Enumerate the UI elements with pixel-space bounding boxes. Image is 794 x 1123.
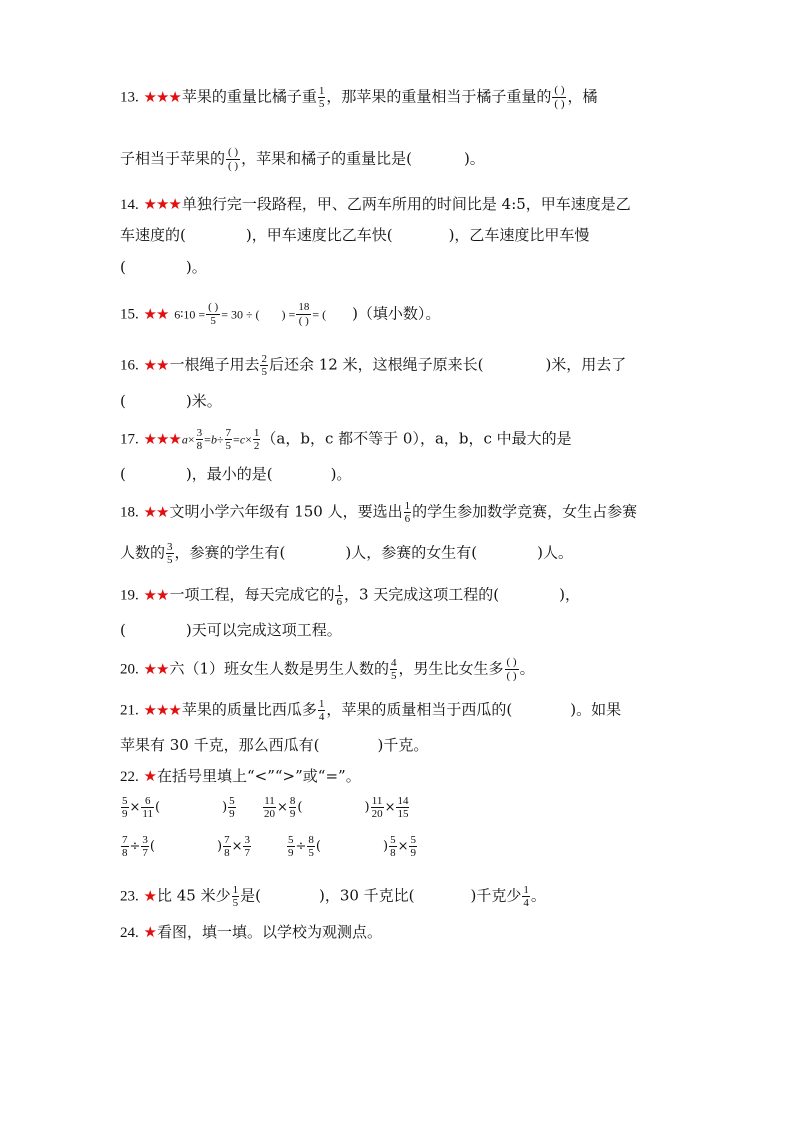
question-number: 18. bbox=[120, 504, 139, 521]
question-text: ，3 天完成这项工程的( bbox=[343, 585, 500, 604]
fraction: $\frac{1}{4}$ bbox=[523, 884, 529, 909]
question-text: 比 45 米少 bbox=[156, 886, 231, 905]
expression: = 30 ÷ ( bbox=[221, 307, 260, 322]
fraction: $\frac{1}{6}$ bbox=[404, 500, 411, 525]
difficulty-stars-icon: ★★★ bbox=[143, 87, 181, 106]
question-text: )，甲车速度比乙车快( bbox=[245, 226, 393, 244]
difficulty-stars-icon: ★★★ bbox=[143, 429, 181, 448]
question-18-line-1 bbox=[120, 500, 637, 525]
variable-b: b bbox=[210, 432, 217, 447]
difficulty-stars-icon: ★★ bbox=[143, 304, 169, 323]
question-text: )天可以完成这项工程。 bbox=[185, 621, 342, 639]
question-15-line-1 bbox=[120, 301, 440, 328]
question-23-line-1 bbox=[120, 884, 546, 909]
difficulty-stars-icon: ★ bbox=[143, 767, 156, 785]
question-text: 车速度的( bbox=[120, 226, 186, 244]
question-19-line-2 bbox=[120, 620, 342, 640]
operator: × bbox=[187, 432, 195, 447]
question-text: 。 bbox=[519, 659, 535, 678]
difficulty-stars-icon: ★ bbox=[143, 886, 156, 905]
expression: = ( bbox=[312, 307, 327, 322]
question-text: )。 bbox=[463, 149, 485, 168]
fraction: $\frac{4}{5}$ bbox=[390, 657, 397, 682]
fraction: $\frac{1}{5}$ bbox=[232, 884, 239, 909]
question-14-line-2 bbox=[120, 225, 589, 245]
variable-c: c bbox=[239, 432, 246, 447]
question-number: 17. bbox=[120, 431, 139, 448]
question-number: 15. bbox=[120, 306, 139, 323]
answer-blank-fraction[interactable]: ( ) ( ) bbox=[228, 146, 239, 172]
question-21-line-1 bbox=[120, 698, 621, 723]
question-14-line-3 bbox=[120, 257, 207, 277]
question-text: ( bbox=[120, 465, 126, 483]
question-21-line-2 bbox=[120, 735, 428, 755]
difficulty-stars-icon: ★★ bbox=[143, 355, 169, 374]
question-13-line-1 bbox=[120, 84, 598, 111]
question-13-line-2 bbox=[120, 146, 485, 173]
question-text: ( bbox=[120, 621, 126, 639]
question-number: 24. bbox=[120, 925, 139, 941]
operator: × bbox=[245, 432, 252, 447]
difficulty-stars-icon: ★★★ bbox=[143, 195, 181, 213]
question-text: ，男生比女生多 bbox=[398, 659, 504, 678]
question-text: )米。 bbox=[185, 392, 222, 410]
question-text: 的学生参加数学竞赛，女生占参赛 bbox=[412, 502, 638, 521]
question-text: 子相当于苹果的 bbox=[120, 149, 226, 168]
question-17-line-1 bbox=[120, 427, 572, 452]
question-number: 22. bbox=[120, 769, 139, 785]
question-text: 。 bbox=[530, 886, 546, 905]
question-text: ，那苹果的重量相当于橘子重量的 bbox=[326, 87, 552, 106]
variable-a: a bbox=[181, 432, 188, 447]
answer-blank-fraction[interactable]: ( ) ( ) bbox=[554, 84, 565, 110]
question-text: （a，b，c 都不等于 0），a，b，c 中最大的是 bbox=[261, 429, 572, 448]
question-text: )人，参赛的女生有( bbox=[345, 543, 478, 562]
question-text: 人数的 bbox=[120, 543, 166, 562]
fraction: $\frac{1}{6}$ bbox=[336, 583, 342, 608]
question-24-line-1 bbox=[120, 922, 382, 943]
question-text: )，最小的是( bbox=[185, 465, 273, 483]
question-19-line-1 bbox=[120, 583, 580, 608]
question-text: )千克。 bbox=[377, 736, 429, 754]
fraction: $\frac{1}{5}$ bbox=[318, 85, 325, 110]
fraction: $\frac{3}{8}$ bbox=[196, 427, 203, 452]
fraction: $\frac{3}{5}$ bbox=[167, 541, 173, 566]
question-text: 在括号里填上“<”“>”或“=”。 bbox=[156, 767, 361, 785]
question-number: 23. bbox=[120, 888, 139, 905]
question-text: ，苹果和橘子的重量比是( bbox=[241, 149, 412, 168]
question-text: ，参赛的学生有( bbox=[174, 543, 286, 562]
question-text: )（填小数）。 bbox=[352, 304, 441, 323]
question-text: 文明小学六年级有 150 人，要选出 bbox=[169, 502, 403, 521]
question-text: ，橘 bbox=[567, 87, 598, 106]
question-text: 是( bbox=[240, 886, 261, 905]
difficulty-stars-icon: ★ bbox=[143, 923, 156, 941]
question-text: )， bbox=[559, 585, 580, 604]
question-number: 20. bbox=[120, 661, 139, 678]
question-text: )。 bbox=[185, 258, 207, 276]
question-text: )千克少 bbox=[470, 886, 522, 905]
comparison-item: $\frac{5}{9}$ × $\frac{6}{11}$ ( ) $\frac{5}{9}$ bbox=[122, 795, 235, 820]
question-text: 苹果有 30 千克，那么西瓜有( bbox=[120, 736, 320, 754]
difficulty-stars-icon: ★★★ bbox=[143, 700, 181, 719]
question-text: 一项工程，每天完成它的 bbox=[169, 585, 335, 604]
question-17-line-2 bbox=[120, 464, 351, 484]
question-text: ，苹果的质量相当于西瓜的( bbox=[326, 700, 513, 719]
answer-blank-fraction[interactable]: ( ) 5 bbox=[208, 301, 219, 327]
fraction: $\frac{1}{2}$ bbox=[253, 427, 260, 452]
question-number: 13. bbox=[120, 89, 139, 106]
question-16-line-2 bbox=[120, 391, 222, 411]
question-text: 单独行完一段路程，甲、乙两车所用的时间比是 4:5，甲车速度是乙 bbox=[181, 195, 631, 213]
question-text: 六（1）班女生人数是男生人数的 bbox=[169, 659, 389, 678]
difficulty-stars-icon: ★★ bbox=[143, 585, 169, 604]
question-text: )米，用去了 bbox=[545, 355, 627, 374]
difficulty-stars-icon: ★★ bbox=[143, 659, 169, 678]
question-18-line-2 bbox=[120, 541, 573, 566]
expression: ) = bbox=[281, 307, 296, 322]
question-text: 苹果的重量比橘子重 bbox=[181, 87, 317, 106]
fraction: $\frac{1}{4}$ bbox=[318, 698, 325, 723]
question-text: )，30 千克比( bbox=[318, 886, 415, 905]
question-text: 看图，填一填。以学校为观测点。 bbox=[156, 923, 382, 941]
fraction: $\frac{7}{5}$ bbox=[225, 427, 232, 452]
question-text: )。 bbox=[330, 465, 352, 483]
question-20-line-1 bbox=[120, 656, 535, 683]
question-text: )人。 bbox=[537, 543, 573, 562]
question-text: 一根绳子用去 bbox=[169, 355, 260, 374]
comparison-item: $\frac{5}{9}$ ÷ $\frac{8}{5}$ ( ) $\frac{5}{8}$ × $\frac{5}{9}$ bbox=[288, 834, 416, 859]
question-text: 苹果的质量比西瓜多 bbox=[181, 700, 317, 719]
question-number: 14. bbox=[120, 197, 139, 213]
question-number: 21. bbox=[120, 702, 139, 719]
question-text: ( bbox=[120, 258, 126, 276]
question-14-line-1 bbox=[120, 194, 631, 215]
answer-blank-fraction[interactable]: 18 ( ) bbox=[298, 301, 310, 327]
operator: = bbox=[233, 432, 240, 447]
operator: ÷ bbox=[216, 432, 224, 447]
question-16-line-1 bbox=[120, 353, 626, 378]
comparison-item: $\frac{7}{8}$ ÷ $\frac{3}{7}$ ( ) $\frac{7}{8}$ × $\frac{3}{7}$ bbox=[122, 834, 250, 859]
comparison-item: $\frac{11}{20}$ × $\frac{8}{9}$ ( ) $\frac{11}{20}$ × $\frac{14}{15}$ bbox=[264, 795, 409, 820]
question-text: )，乙车速度比甲车慢 bbox=[448, 226, 590, 244]
question-text: 后还余 12 米，这根绳子原来长( bbox=[268, 355, 484, 374]
ratio-expression: 6∶10 = bbox=[174, 307, 206, 322]
question-number: 19. bbox=[120, 587, 139, 604]
answer-blank-fraction[interactable]: ( ) ( ) bbox=[506, 656, 517, 682]
question-text: ( bbox=[120, 392, 126, 410]
question-text: )。如果 bbox=[570, 700, 622, 719]
question-22-line-1 bbox=[120, 766, 361, 787]
operator: = bbox=[204, 432, 211, 447]
fraction: $\frac{2}{5}$ bbox=[261, 353, 267, 378]
difficulty-stars-icon: ★★ bbox=[143, 502, 169, 521]
question-number: 16. bbox=[120, 357, 139, 374]
